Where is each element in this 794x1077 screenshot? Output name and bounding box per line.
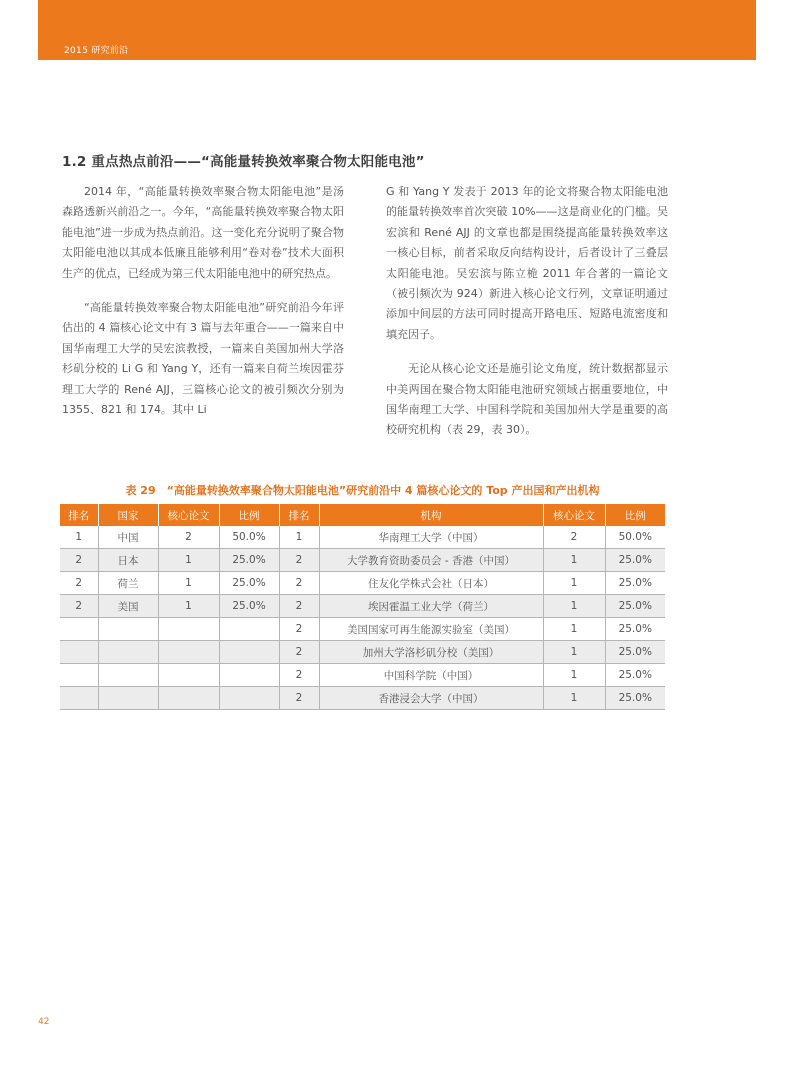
table-cell: 埃因霍温工业大学（荷兰） bbox=[319, 595, 543, 618]
table-cell: 美国国家可再生能源实验室（美国） bbox=[319, 618, 543, 641]
column-header: 国家 bbox=[98, 504, 158, 526]
table-cell: 2 bbox=[279, 572, 319, 595]
table-cell: 1 bbox=[158, 549, 219, 572]
table-cell: 25.0% bbox=[605, 618, 665, 641]
table-cell bbox=[98, 664, 158, 687]
table-cell: 2 bbox=[279, 641, 319, 664]
table-row bbox=[60, 618, 665, 641]
data-table bbox=[60, 504, 665, 710]
column-header: 核心论文 bbox=[158, 504, 219, 526]
table-cell: 25.0% bbox=[219, 572, 279, 595]
table-cell: 住友化学株式会社（日本） bbox=[319, 572, 543, 595]
table-caption: 表 29 “高能量转换效率聚合物太阳能电池”研究前沿中 4 篇核心论文的 Top 产出国和产出机构 bbox=[125, 484, 600, 497]
table-header-row bbox=[60, 504, 665, 526]
table-cell: 2 bbox=[60, 595, 98, 618]
table-cell: 香港浸会大学（中国） bbox=[319, 687, 543, 710]
paragraph: 2014 年，“高能量转换效率聚合物太阳能电池”是汤森路透新兴前沿之一。今年，“高能量转换效率聚合物太阳能电池”进一步成为热点前沿。这一变化充分说明了聚合物太阳能电池以其成本低廉且能够利用“卷对卷”技术大面积生产的优点，已经成为第三代太阳能电池中的研究热点。 bbox=[62, 185, 344, 280]
table-cell bbox=[158, 664, 219, 687]
page-number: 42 bbox=[38, 1017, 50, 1027]
table-cell bbox=[60, 664, 98, 687]
table-cell bbox=[158, 687, 219, 710]
paragraph: 无论从核心论文还是施引论文角度，统计数据都显示中美两国在聚合物太阳能电池研究领域占据重要地位，中国华南理工大学、中国科学院和美国加州大学是重要的高校研究机构（表 29，表 30）。 bbox=[386, 362, 668, 437]
right-column bbox=[386, 182, 668, 455]
header-band bbox=[38, 0, 756, 60]
table-row bbox=[60, 641, 665, 664]
table-row bbox=[60, 664, 665, 687]
header-label: 2015 研究前沿 bbox=[64, 46, 129, 56]
column-header: 排名 bbox=[279, 504, 319, 526]
table-cell: 大学教育资助委员会 - 香港（中国） bbox=[319, 549, 543, 572]
table-cell bbox=[60, 687, 98, 710]
column-header: 机构 bbox=[319, 504, 543, 526]
column-header: 核心论文 bbox=[543, 504, 605, 526]
table-cell: 2 bbox=[279, 664, 319, 687]
table-cell: 1 bbox=[158, 572, 219, 595]
paragraph: “高能量转换效率聚合物太阳能电池”研究前沿今年评估出的 4 篇核心论文中有 3 篇与去年重合——一篇来自中国华南理工大学的吴宏滨教授，一篇来自美国加州大学洛杉矶分校的 Li G 和 Yang Y，还有一篇来自荷兰埃因霍芬理工大学的 René AJJ，三篇核心论文的被引频次分别为 1355、821 和 174。其中 Li bbox=[62, 301, 344, 417]
column-header: 排名 bbox=[60, 504, 98, 526]
column-header: 比例 bbox=[605, 504, 665, 526]
table-cell: 1 bbox=[279, 526, 319, 549]
table-cell: 25.0% bbox=[605, 549, 665, 572]
table-cell: 2 bbox=[60, 572, 98, 595]
section-title: 1.2 重点热点前沿——“高能量转换效率聚合物太阳能电池” bbox=[62, 154, 425, 170]
table-cell: 美国 bbox=[98, 595, 158, 618]
table-row bbox=[60, 526, 665, 549]
table-cell: 中国 bbox=[98, 526, 158, 549]
table-cell bbox=[219, 618, 279, 641]
table-cell: 1 bbox=[543, 664, 605, 687]
table-cell bbox=[219, 687, 279, 710]
table-cell: 1 bbox=[543, 549, 605, 572]
table-cell bbox=[98, 618, 158, 641]
table-cell: 1 bbox=[543, 618, 605, 641]
table-cell bbox=[98, 687, 158, 710]
table-cell: 2 bbox=[279, 618, 319, 641]
table-row bbox=[60, 687, 665, 710]
table-cell: 加州大学洛杉矶分校（美国） bbox=[319, 641, 543, 664]
table-cell: 2 bbox=[279, 595, 319, 618]
table-cell: 50.0% bbox=[219, 526, 279, 549]
table-cell: 1 bbox=[543, 595, 605, 618]
table-row bbox=[60, 595, 665, 618]
table-cell: 25.0% bbox=[605, 664, 665, 687]
table-cell: 1 bbox=[543, 572, 605, 595]
table-cell: 25.0% bbox=[605, 641, 665, 664]
table-cell: 25.0% bbox=[605, 572, 665, 595]
table-cell: 25.0% bbox=[605, 687, 665, 710]
table-cell bbox=[98, 641, 158, 664]
table-cell: 荷兰 bbox=[98, 572, 158, 595]
table-cell bbox=[219, 664, 279, 687]
table-row bbox=[60, 549, 665, 572]
table-cell: 华南理工大学（中国） bbox=[319, 526, 543, 549]
table-row bbox=[60, 572, 665, 595]
left-column bbox=[62, 182, 344, 434]
table-cell: 2 bbox=[279, 549, 319, 572]
table-cell: 50.0% bbox=[605, 526, 665, 549]
table-cell bbox=[158, 641, 219, 664]
table-cell: 1 bbox=[543, 687, 605, 710]
table-cell: 1 bbox=[60, 526, 98, 549]
table-cell: 25.0% bbox=[219, 549, 279, 572]
table-cell: 2 bbox=[60, 549, 98, 572]
table-cell bbox=[219, 641, 279, 664]
table-cell: 1 bbox=[158, 595, 219, 618]
paragraph: G 和 Yang Y 发表于 2013 年的论文将聚合物太阳能电池的能量转换效率首次突破 10%——这是商业化的门槛。吴宏滨和 René AJJ 的文章也都是围绕提高能量转换效率这一核心目标，前者采取反向结构设计，后者设计了三叠层太阳能电池。吴宏滨与陈立桅 2011 年合著的一篇论文（被引频次为 924）新进入核心论文行列，文章证明通过添加中间层的方法可同时提高开路电压、短路电流密度和填充因子。 bbox=[386, 185, 668, 341]
table-cell: 25.0% bbox=[605, 595, 665, 618]
table-cell: 2 bbox=[543, 526, 605, 549]
table-cell bbox=[60, 641, 98, 664]
table-cell: 2 bbox=[279, 687, 319, 710]
table-cell: 中国科学院（中国） bbox=[319, 664, 543, 687]
table-cell bbox=[158, 618, 219, 641]
table-cell: 1 bbox=[543, 641, 605, 664]
column-header: 比例 bbox=[219, 504, 279, 526]
table-cell bbox=[60, 618, 98, 641]
table-cell: 25.0% bbox=[219, 595, 279, 618]
table-cell: 2 bbox=[158, 526, 219, 549]
table-cell: 日本 bbox=[98, 549, 158, 572]
